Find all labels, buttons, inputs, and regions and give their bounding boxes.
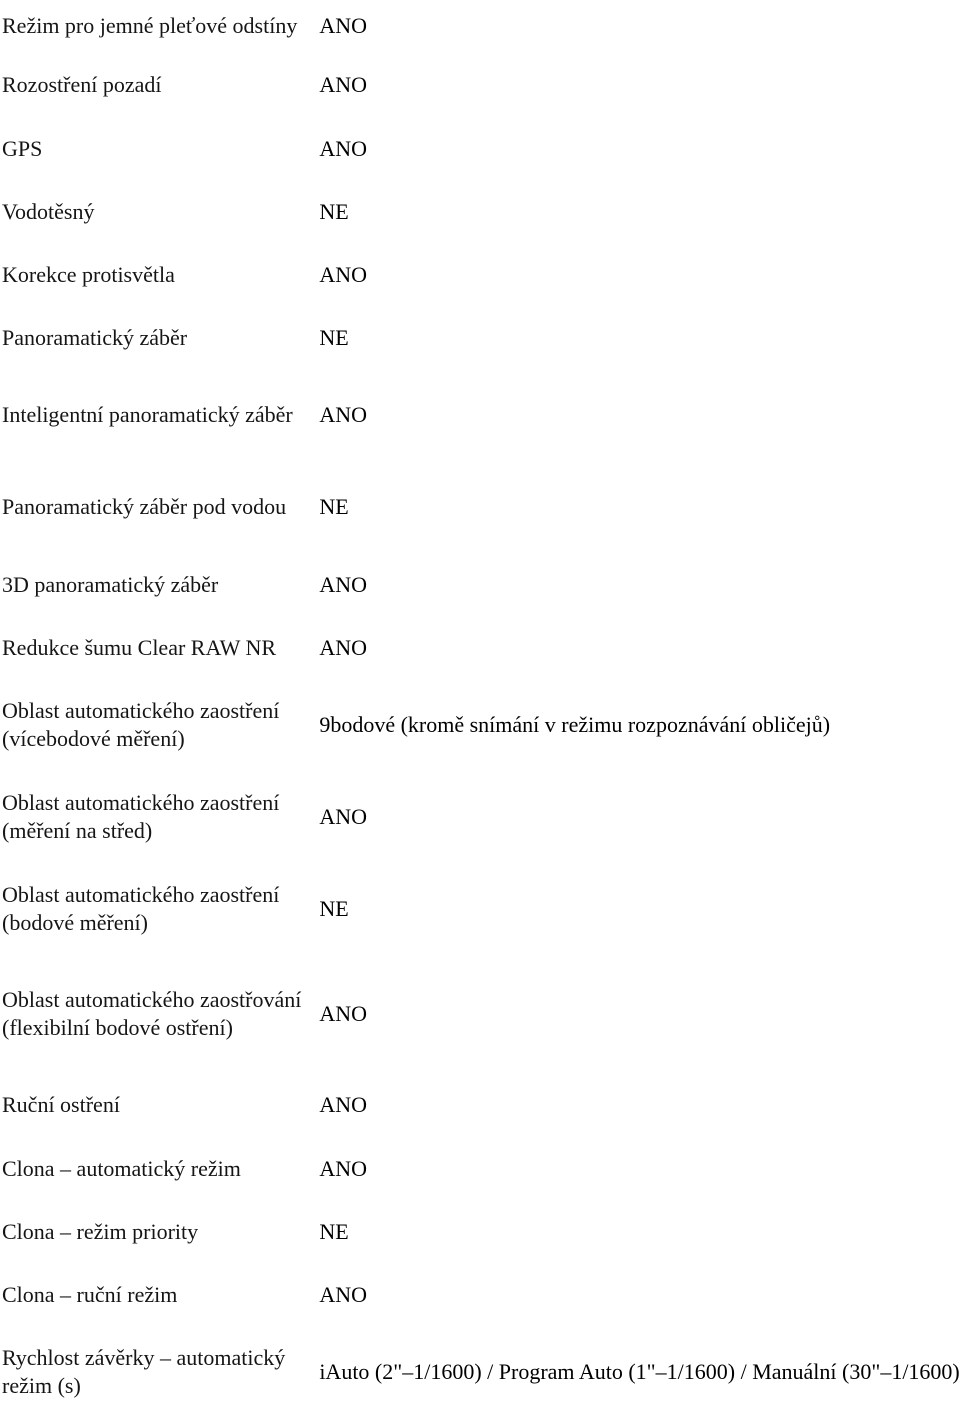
- table-row: [2, 1073, 960, 1137]
- feature-value: ANO: [319, 571, 367, 597]
- feature-value: ANO: [319, 1001, 367, 1026]
- table-row: [2, 369, 960, 461]
- feature-value: NE: [319, 494, 349, 519]
- table-row: [2, 679, 960, 771]
- feature-label: Oblast automatického zaostření (bodové měření): [2, 882, 280, 935]
- feature-value: ANO: [319, 1092, 367, 1117]
- feature-label: Inteligentní panoramatický záběr: [2, 402, 293, 427]
- table-row: [2, 863, 960, 955]
- feature-label: Oblast automatického zaostření (vícebodové měření): [2, 698, 280, 751]
- feature-label: Oblast automatického zaostřování (flexibilní bodové ostření): [2, 987, 302, 1040]
- feature-value: ANO: [319, 402, 367, 427]
- table-row: [2, 0, 960, 53]
- feature-label: Rozostření pozadí: [2, 72, 162, 97]
- feature-label: Panoramatický záběr: [2, 324, 188, 350]
- feature-value: ANO: [319, 135, 367, 161]
- feature-value: ANO: [319, 1155, 367, 1181]
- feature-label: GPS: [2, 135, 43, 161]
- table-row: [2, 117, 960, 180]
- feature-value: ANO: [319, 804, 367, 829]
- feature-value: ANO: [319, 1282, 367, 1307]
- table-row: [2, 306, 960, 369]
- table-row: [2, 180, 960, 243]
- feature-label: Korekce protisvětla: [2, 261, 175, 287]
- table-row: [2, 53, 960, 117]
- feature-label: Clona – ruční režim: [2, 1282, 178, 1307]
- feature-label: Clona – režim priority: [2, 1218, 199, 1244]
- feature-label: Clona – automatický režim: [2, 1155, 241, 1181]
- feature-value: NE: [319, 198, 349, 224]
- feature-value: ANO: [319, 13, 367, 38]
- feature-value: iAuto (2"–1/1600) / Program Auto (1"–1/1600) / Manuální (30"–1/1600): [319, 1359, 960, 1384]
- feature-value: NE: [319, 324, 349, 350]
- table-row: [2, 616, 960, 679]
- feature-value: NE: [319, 896, 349, 921]
- table-row: [2, 771, 960, 863]
- feature-label: Rychlost závěrky – automatický režim (s): [2, 1345, 286, 1398]
- table-row: [2, 955, 960, 1073]
- feature-label: Redukce šumu Clear RAW NR: [2, 634, 277, 660]
- feature-label: 3D panoramatický záběr: [2, 571, 219, 597]
- feature-label: Ruční ostření: [2, 1092, 120, 1117]
- table-row: [2, 1263, 960, 1327]
- table-row: [2, 1327, 960, 1417]
- feature-value: ANO: [319, 261, 367, 287]
- feature-label: Oblast automatického zaostření (měření na střed): [2, 790, 280, 843]
- table-row: [2, 1200, 960, 1263]
- feature-value: ANO: [319, 634, 367, 660]
- table-row: [2, 1137, 960, 1200]
- spec-table: [2, 0, 960, 1417]
- table-row: [2, 461, 960, 553]
- table-row: [2, 553, 960, 616]
- feature-label: Vodotěsný: [2, 198, 95, 224]
- feature-label: Panoramatický záběr pod vodou: [2, 494, 287, 519]
- table-row: [2, 243, 960, 306]
- feature-value: 9bodové (kromě snímání v režimu rozpoznávání obličejů): [319, 712, 831, 737]
- feature-value: NE: [319, 1218, 349, 1244]
- feature-label: Režim pro jemné pleťové odstíny: [2, 13, 298, 38]
- feature-value: ANO: [319, 72, 367, 97]
